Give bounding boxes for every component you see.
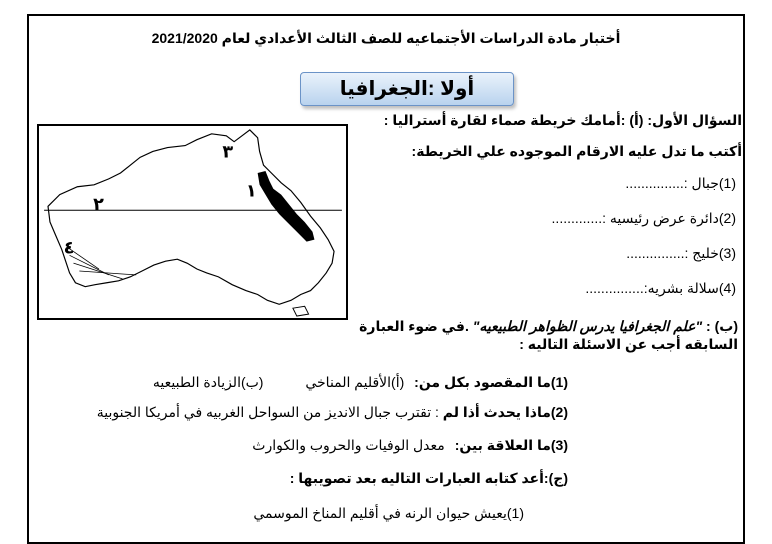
australia-blank-map	[37, 124, 348, 320]
part-b-intro-line2: السابقه أجب عن الاسئلة التاليه :	[519, 336, 738, 352]
part-b-question-1	[153, 374, 568, 391]
map-answer-3: (3)خليج :...............	[626, 245, 736, 261]
part-b-intro-line1	[359, 318, 738, 335]
part-c-heading: (ج):أعد كتابه العبارات التاليه بعد تصويبها :	[289, 470, 568, 486]
part-b-label: (ب) :	[706, 318, 738, 334]
bight-hatching	[68, 247, 137, 278]
part-b-question-3	[252, 437, 568, 454]
part-b-q2-text: : تقترب جبال الانديز من السواحل الغربيه في أمريكا الجنوبية	[96, 404, 439, 420]
part-b-q1-option-b: (ب)الزيادة الطبيعيه	[152, 374, 264, 390]
section-title: أولا :الجغرافيا	[300, 72, 514, 106]
map-label-4: ٤	[63, 238, 75, 259]
part-b-q3-label: (3)ما العلاقة بين:	[454, 437, 568, 453]
exam-title: أختبار مادة الدراسات الأجتماعيه للصف الثالث الأعدادي لعام 2021/2020	[151, 30, 621, 46]
part-b-question-2	[97, 404, 568, 421]
tasmania-outline	[293, 306, 309, 316]
question-1-heading: السؤال الأول: (أ) :أمامك خريطة صماء لقارة أستراليا :	[383, 112, 742, 128]
part-b-intro-rest: .في ضوء العبارة	[359, 318, 469, 334]
part-b-q1-option-a: (أ)الأقليم المناخي	[305, 374, 405, 390]
part-b-q2-label: (2)ماذا يحدث أذا لم	[442, 404, 568, 420]
australia-map-drawing	[39, 126, 346, 318]
part-b-quote: "علم الجغرافيا يدرس الظواهر الطبيعيه"	[472, 318, 703, 334]
part-b-q1-label: (1)ما المقصود بكل من:	[414, 374, 568, 390]
map-label-3: ٣	[222, 142, 234, 163]
map-label-1: ١	[245, 181, 257, 202]
map-answer-1: (1)جبال :...............	[625, 175, 736, 191]
mountain-range	[258, 171, 315, 242]
part-c-item-1: (1)يعيش حيوان الرنه في أقليم المناخ الموسمي	[253, 505, 524, 521]
question-1-instruction: أكتب ما تدل عليه الارقام الموجوده علي الخريطة:	[411, 143, 742, 159]
map-label-2: ٢	[93, 195, 104, 216]
map-answer-4: (4)سلالة بشريه:...............	[585, 280, 736, 296]
map-answer-2: (2)دائرة عرض رئيسيه :.............	[551, 210, 736, 226]
part-b-q3-text: معدل الوفيات والحروب والكوارث	[252, 437, 445, 453]
